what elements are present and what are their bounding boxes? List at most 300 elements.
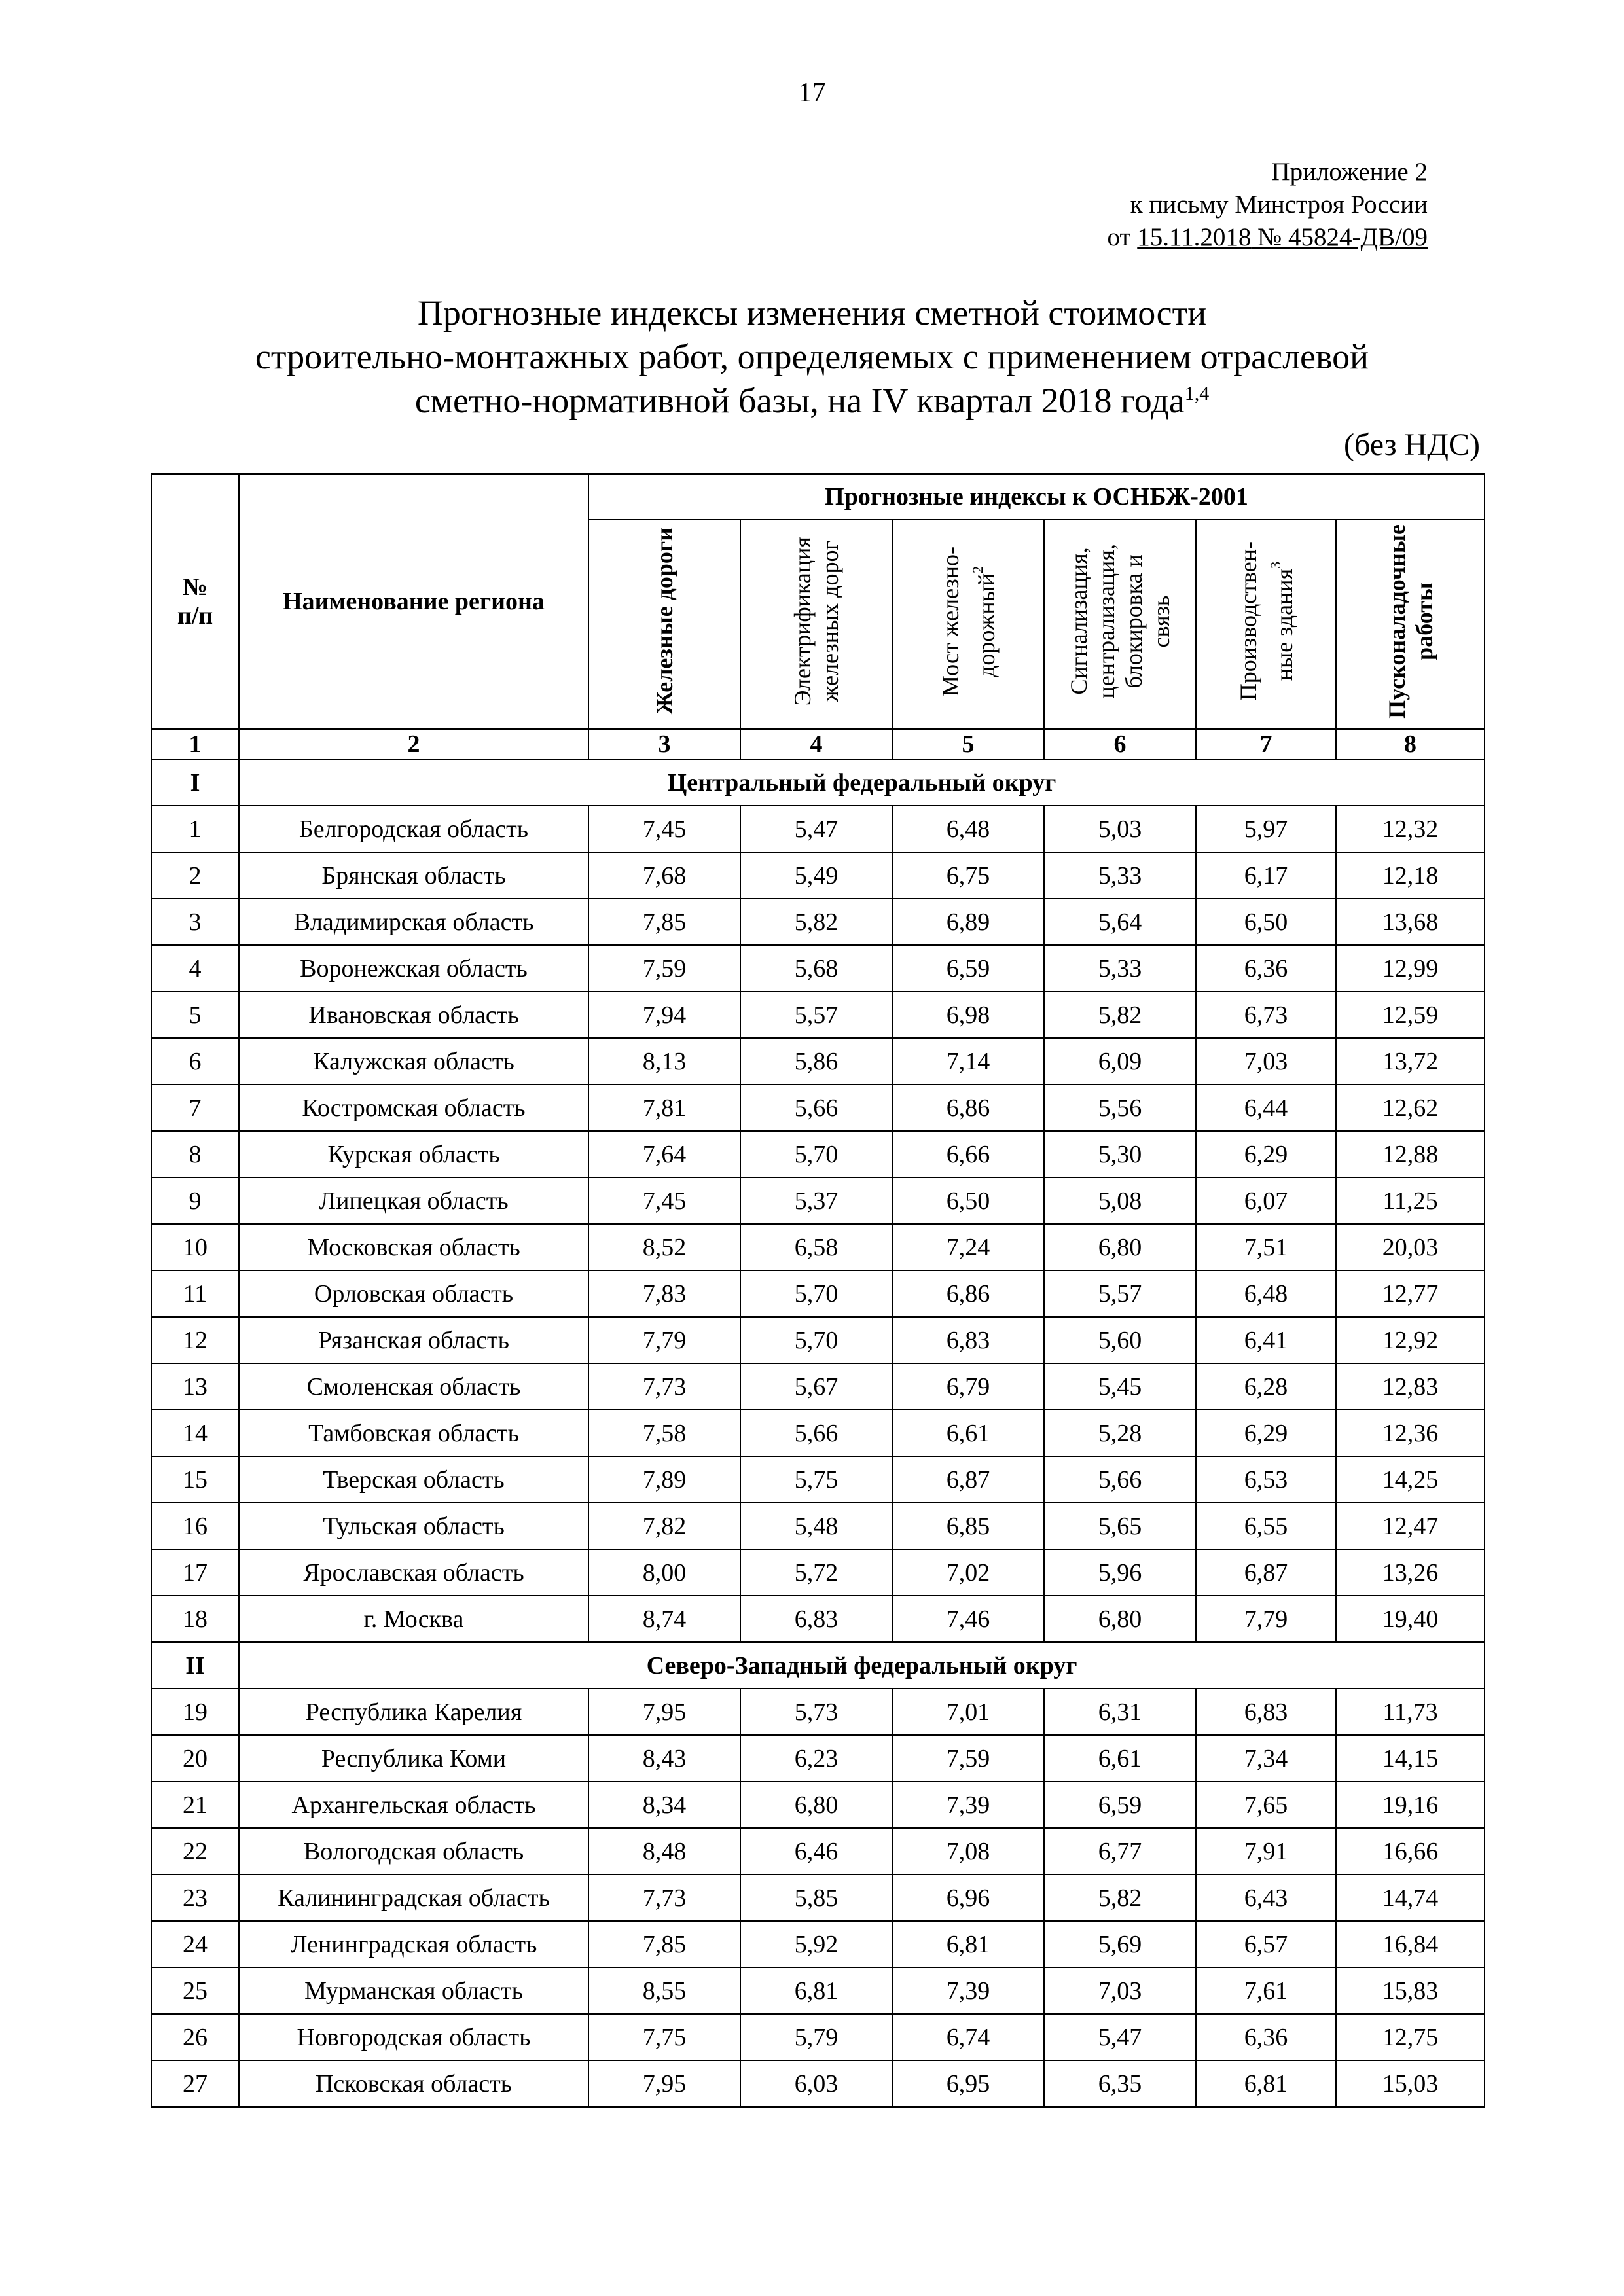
index-value: 5,49 <box>740 852 892 899</box>
index-value: 5,47 <box>740 806 892 852</box>
row-number: 27 <box>151 2060 239 2107</box>
index-value: 12,47 <box>1336 1503 1485 1549</box>
index-value: 6,86 <box>892 1270 1044 1317</box>
row-number: 1 <box>151 806 239 852</box>
index-value: 7,14 <box>892 1038 1044 1085</box>
index-value: 6,29 <box>1196 1131 1336 1177</box>
index-value: 6,87 <box>1196 1549 1336 1596</box>
header-row-numbers <box>151 729 1485 759</box>
region-name: Костромская область <box>239 1085 588 1131</box>
index-value: 6,98 <box>892 992 1044 1038</box>
table-row <box>151 1038 1485 1085</box>
index-value: 7,94 <box>588 992 740 1038</box>
index-value: 8,34 <box>588 1782 740 1828</box>
index-value: 7,39 <box>892 1967 1044 2014</box>
index-value: 5,70 <box>740 1317 892 1363</box>
table-row <box>151 1828 1485 1874</box>
index-value: 8,00 <box>588 1549 740 1596</box>
table-row <box>151 1874 1485 1921</box>
column-number: 5 <box>892 729 1044 759</box>
index-value: 12,92 <box>1336 1317 1485 1363</box>
index-value: 6,96 <box>892 1874 1044 1921</box>
index-value: 8,52 <box>588 1224 740 1270</box>
table-row <box>151 945 1485 992</box>
index-value: 16,84 <box>1336 1921 1485 1967</box>
index-value: 6,41 <box>1196 1317 1336 1363</box>
index-value: 12,36 <box>1336 1410 1485 1456</box>
column-number: 3 <box>588 729 740 759</box>
region-name: Архангельская область <box>239 1782 588 1828</box>
index-value: 6,48 <box>1196 1270 1336 1317</box>
index-value: 5,48 <box>740 1503 892 1549</box>
header-column-text: Производствен- ные здания <box>1235 541 1297 701</box>
index-value: 7,08 <box>892 1828 1044 1874</box>
district-row <box>151 1642 1485 1689</box>
index-value: 6,48 <box>892 806 1044 852</box>
table-row <box>151 1967 1485 2014</box>
index-value: 8,43 <box>588 1735 740 1782</box>
index-value: 13,68 <box>1336 899 1485 945</box>
index-value: 12,62 <box>1336 1085 1485 1131</box>
row-number: 22 <box>151 1828 239 1874</box>
row-number: 26 <box>151 2014 239 2060</box>
index-value: 7,58 <box>588 1410 740 1456</box>
row-number: 18 <box>151 1596 239 1642</box>
region-name: Тверская область <box>239 1456 588 1503</box>
row-number: 25 <box>151 1967 239 2014</box>
index-value: 7,01 <box>892 1689 1044 1735</box>
district-row <box>151 759 1485 806</box>
table-row <box>151 1131 1485 1177</box>
index-value: 7,79 <box>588 1317 740 1363</box>
region-name: Рязанская область <box>239 1317 588 1363</box>
index-value: 5,08 <box>1044 1177 1196 1224</box>
index-value: 5,33 <box>1044 945 1196 992</box>
index-value: 5,60 <box>1044 1317 1196 1363</box>
appendix-date-line <box>1108 221 1428 254</box>
indices-table <box>151 473 1485 2108</box>
index-value: 5,97 <box>1196 806 1336 852</box>
header-column-footnote: 3 <box>1267 561 1284 569</box>
index-value: 8,55 <box>588 1967 740 2014</box>
title-footnote-ref: 1,4 <box>1184 383 1210 404</box>
table-row <box>151 899 1485 945</box>
index-value: 6,81 <box>1196 2060 1336 2107</box>
page-number: 17 <box>798 78 826 108</box>
index-value: 7,65 <box>1196 1782 1336 1828</box>
table-header <box>151 474 1485 759</box>
index-value: 5,69 <box>1044 1921 1196 1967</box>
table-body <box>151 759 1485 2107</box>
row-number: 10 <box>151 1224 239 1270</box>
index-value: 5,92 <box>740 1921 892 1967</box>
header-column-footnote: 2 <box>969 565 986 573</box>
table-row <box>151 806 1485 852</box>
row-number: 23 <box>151 1874 239 1921</box>
index-value: 5,70 <box>740 1270 892 1317</box>
index-value: 6,31 <box>1044 1689 1196 1735</box>
region-name: Ярославская область <box>239 1549 588 1596</box>
row-number: 11 <box>151 1270 239 1317</box>
index-value: 6,29 <box>1196 1410 1336 1456</box>
index-value: 7,68 <box>588 852 740 899</box>
index-value: 12,75 <box>1336 2014 1485 2060</box>
index-value: 7,59 <box>892 1735 1044 1782</box>
appendix-label: Приложение 2 <box>1271 158 1428 186</box>
index-value: 7,95 <box>588 2060 740 2107</box>
region-name: г. Москва <box>239 1596 588 1642</box>
index-value: 5,37 <box>740 1177 892 1224</box>
index-value: 7,61 <box>1196 1967 1336 2014</box>
index-value: 6,80 <box>1044 1596 1196 1642</box>
table-row <box>151 2014 1485 2060</box>
region-name: Калининградская область <box>239 1874 588 1921</box>
row-number: 6 <box>151 1038 239 1085</box>
index-value: 7,83 <box>588 1270 740 1317</box>
index-value: 7,03 <box>1044 1967 1196 2014</box>
table-row <box>151 1549 1485 1596</box>
title-line-3 <box>131 379 1493 423</box>
title-line-3-text: сметно-нормативной базы, на IV квартал 2018 года <box>414 381 1185 420</box>
index-value: 6,28 <box>1196 1363 1336 1410</box>
index-value: 7,64 <box>588 1131 740 1177</box>
index-value: 8,13 <box>588 1038 740 1085</box>
region-name: Липецкая область <box>239 1177 588 1224</box>
index-value: 8,48 <box>588 1828 740 1874</box>
index-value: 12,77 <box>1336 1270 1485 1317</box>
index-value: 6,09 <box>1044 1038 1196 1085</box>
index-value: 5,33 <box>1044 852 1196 899</box>
header-column-text: Мост железно- дорожный <box>937 546 1000 696</box>
index-value: 5,65 <box>1044 1503 1196 1549</box>
index-value: 6,17 <box>1196 852 1336 899</box>
unit-note: (без НДС) <box>1343 427 1480 462</box>
index-value: 5,28 <box>1044 1410 1196 1456</box>
header-region-name: Наименование региона <box>239 474 588 729</box>
index-value: 7,75 <box>588 2014 740 2060</box>
index-value: 11,73 <box>1336 1689 1485 1735</box>
index-value: 6,61 <box>1044 1735 1196 1782</box>
header-column-5 <box>892 520 1044 729</box>
row-number: 8 <box>151 1131 239 1177</box>
table-row <box>151 1596 1485 1642</box>
index-value: 7,51 <box>1196 1224 1336 1270</box>
index-value: 6,44 <box>1196 1085 1336 1131</box>
index-value: 7,79 <box>1196 1596 1336 1642</box>
row-number: 9 <box>151 1177 239 1224</box>
index-value: 6,53 <box>1196 1456 1336 1503</box>
index-value: 6,83 <box>1196 1689 1336 1735</box>
table-row <box>151 1224 1485 1270</box>
table-row <box>151 1410 1485 1456</box>
index-value: 7,34 <box>1196 1735 1336 1782</box>
index-value: 7,24 <box>892 1224 1044 1270</box>
table-row <box>151 1363 1485 1410</box>
table-row <box>151 2060 1485 2107</box>
index-value: 6,87 <box>892 1456 1044 1503</box>
row-number: 16 <box>151 1503 239 1549</box>
region-name: Курская область <box>239 1131 588 1177</box>
column-number: 4 <box>740 729 892 759</box>
index-value: 12,32 <box>1336 806 1485 852</box>
index-value: 7,85 <box>588 1921 740 1967</box>
appendix-date-prefix: от <box>1107 223 1138 251</box>
header-column-label <box>937 547 1000 696</box>
index-value: 5,56 <box>1044 1085 1196 1131</box>
index-value: 6,36 <box>1196 945 1336 992</box>
index-value: 6,50 <box>1196 899 1336 945</box>
index-value: 5,66 <box>740 1085 892 1131</box>
row-number: 5 <box>151 992 239 1038</box>
index-value: 6,95 <box>892 2060 1044 2107</box>
table-row <box>151 1503 1485 1549</box>
region-name: Смоленская область <box>239 1363 588 1410</box>
column-number: 7 <box>1196 729 1336 759</box>
row-number: 14 <box>151 1410 239 1456</box>
index-value: 7,85 <box>588 899 740 945</box>
document-title <box>131 291 1493 423</box>
index-value: 5,79 <box>740 2014 892 2060</box>
index-value: 13,72 <box>1336 1038 1485 1085</box>
index-value: 6,81 <box>892 1921 1044 1967</box>
index-value: 6,46 <box>740 1828 892 1874</box>
index-value: 6,85 <box>892 1503 1044 1549</box>
header-column-label <box>1065 544 1175 699</box>
column-number: 8 <box>1336 729 1485 759</box>
district-name: Центральный федеральный округ <box>239 759 1485 806</box>
region-name: Белгородская область <box>239 806 588 852</box>
index-value: 5,82 <box>1044 1874 1196 1921</box>
index-value: 12,18 <box>1336 852 1485 899</box>
index-value: 14,25 <box>1336 1456 1485 1503</box>
region-name: Тамбовская область <box>239 1410 588 1456</box>
index-value: 5,96 <box>1044 1549 1196 1596</box>
district-roman: I <box>151 759 239 806</box>
appendix-date: 15.11.2018 <box>1137 223 1252 251</box>
index-value: 6,74 <box>892 2014 1044 2060</box>
index-value: 7,82 <box>588 1503 740 1549</box>
table-row <box>151 1270 1485 1317</box>
index-value: 6,50 <box>892 1177 1044 1224</box>
index-value: 6,07 <box>1196 1177 1336 1224</box>
index-value: 7,45 <box>588 806 740 852</box>
district-roman: II <box>151 1642 239 1689</box>
index-value: 6,86 <box>892 1085 1044 1131</box>
region-name: Брянская область <box>239 852 588 899</box>
table-row <box>151 1177 1485 1224</box>
table-row <box>151 1317 1485 1363</box>
appendix-letter-ref: к письму Минстроя России <box>1130 190 1428 219</box>
row-number: 15 <box>151 1456 239 1503</box>
region-name: Республика Коми <box>239 1735 588 1782</box>
row-number: 24 <box>151 1921 239 1967</box>
region-name: Республика Карелия <box>239 1689 588 1735</box>
row-number: 19 <box>151 1689 239 1735</box>
header-row-group <box>151 474 1485 520</box>
column-number: 6 <box>1044 729 1196 759</box>
region-name: Ивановская область <box>239 992 588 1038</box>
index-value: 6,43 <box>1196 1874 1336 1921</box>
index-value: 6,36 <box>1196 2014 1336 2060</box>
row-number: 3 <box>151 899 239 945</box>
title-line-1: Прогнозные индексы изменения сметной стоимости <box>417 293 1207 332</box>
index-value: 7,95 <box>588 1689 740 1735</box>
row-number: 4 <box>151 945 239 992</box>
index-value: 7,91 <box>1196 1828 1336 1874</box>
header-column-6 <box>1044 520 1196 729</box>
index-value: 14,15 <box>1336 1735 1485 1782</box>
region-name: Тульская область <box>239 1503 588 1549</box>
header-column-3 <box>588 520 740 729</box>
index-value: 6,75 <box>892 852 1044 899</box>
region-name: Новгородская область <box>239 2014 588 2060</box>
index-value: 5,85 <box>740 1874 892 1921</box>
region-name: Московская область <box>239 1224 588 1270</box>
header-column-text: Пусконаладочные работы <box>1383 524 1437 719</box>
header-column-label <box>1235 541 1298 700</box>
index-value: 14,74 <box>1336 1874 1485 1921</box>
index-value: 5,66 <box>740 1410 892 1456</box>
header-column-4 <box>740 520 892 729</box>
header-num: № п/п <box>151 474 239 729</box>
table-row <box>151 852 1485 899</box>
index-value: 6,35 <box>1044 2060 1196 2107</box>
index-value: 5,57 <box>740 992 892 1038</box>
header-column-text: Электрификация железных дорог <box>789 536 843 706</box>
header-column-label <box>789 537 844 706</box>
region-name: Орловская область <box>239 1270 588 1317</box>
row-number: 7 <box>151 1085 239 1131</box>
index-value: 6,73 <box>1196 992 1336 1038</box>
row-number: 12 <box>151 1317 239 1363</box>
row-number: 21 <box>151 1782 239 1828</box>
index-value: 6,80 <box>1044 1224 1196 1270</box>
index-value: 5,86 <box>740 1038 892 1085</box>
region-name: Воронежская область <box>239 945 588 992</box>
index-value: 7,46 <box>892 1596 1044 1642</box>
index-value: 7,02 <box>892 1549 1044 1596</box>
table-row <box>151 1085 1485 1131</box>
index-value: 7,03 <box>1196 1038 1336 1085</box>
header-column-7 <box>1196 520 1336 729</box>
index-value: 5,30 <box>1044 1131 1196 1177</box>
table-row <box>151 1782 1485 1828</box>
district-name: Северо-Западный федеральный округ <box>239 1642 1485 1689</box>
row-number: 20 <box>151 1735 239 1782</box>
region-name: Псковская область <box>239 2060 588 2107</box>
title-line-2: строительно-монтажных работ, определяемых с применением отраслевой <box>255 337 1369 376</box>
index-value: 5,70 <box>740 1131 892 1177</box>
region-name: Ленинградская область <box>239 1921 588 1967</box>
table-row <box>151 1735 1485 1782</box>
index-value: 6,03 <box>740 2060 892 2107</box>
index-value: 6,61 <box>892 1410 1044 1456</box>
column-number: 2 <box>239 729 588 759</box>
table-row <box>151 1456 1485 1503</box>
index-value: 13,26 <box>1336 1549 1485 1596</box>
index-value: 12,59 <box>1336 992 1485 1038</box>
index-value: 5,47 <box>1044 2014 1196 2060</box>
index-value: 5,82 <box>1044 992 1196 1038</box>
index-value: 5,66 <box>1044 1456 1196 1503</box>
region-name: Владимирская область <box>239 899 588 945</box>
index-value: 15,03 <box>1336 2060 1485 2107</box>
table-row <box>151 992 1485 1038</box>
index-value: 11,25 <box>1336 1177 1485 1224</box>
index-value: 5,57 <box>1044 1270 1196 1317</box>
table-row <box>151 1921 1485 1967</box>
index-value: 5,68 <box>740 945 892 992</box>
index-value: 6,83 <box>740 1596 892 1642</box>
header-index-group: Прогнозные индексы к ОСНБЖ-2001 <box>588 474 1485 520</box>
index-value: 6,77 <box>1044 1828 1196 1874</box>
row-number: 17 <box>151 1549 239 1596</box>
index-value: 7,89 <box>588 1456 740 1503</box>
index-value: 6,89 <box>892 899 1044 945</box>
index-value: 7,81 <box>588 1085 740 1131</box>
index-value: 7,59 <box>588 945 740 992</box>
index-value: 5,73 <box>740 1689 892 1735</box>
index-value: 12,99 <box>1336 945 1485 992</box>
index-value: 5,64 <box>1044 899 1196 945</box>
row-number: 13 <box>151 1363 239 1410</box>
index-value: 6,59 <box>892 945 1044 992</box>
region-name: Мурманская область <box>239 1967 588 2014</box>
index-value: 6,79 <box>892 1363 1044 1410</box>
index-value: 7,73 <box>588 1874 740 1921</box>
index-value: 6,23 <box>740 1735 892 1782</box>
index-value: 7,73 <box>588 1363 740 1410</box>
index-value: 19,16 <box>1336 1782 1485 1828</box>
index-value: 16,66 <box>1336 1828 1485 1874</box>
index-value: 6,55 <box>1196 1503 1336 1549</box>
region-name: Калужская область <box>239 1038 588 1085</box>
index-value: 6,57 <box>1196 1921 1336 1967</box>
index-value: 19,40 <box>1336 1596 1485 1642</box>
header-column-8 <box>1336 520 1485 729</box>
row-number: 2 <box>151 852 239 899</box>
index-value: 8,74 <box>588 1596 740 1642</box>
index-value: 6,66 <box>892 1131 1044 1177</box>
header-column-label <box>651 528 678 715</box>
index-value: 6,58 <box>740 1224 892 1270</box>
header-column-text: Железные дороги <box>651 528 677 715</box>
index-value: 5,67 <box>740 1363 892 1410</box>
region-name: Вологодская область <box>239 1828 588 1874</box>
index-value: 6,81 <box>740 1967 892 2014</box>
index-value: 20,03 <box>1336 1224 1485 1270</box>
index-value: 5,45 <box>1044 1363 1196 1410</box>
header-column-label <box>1383 524 1438 719</box>
index-value: 6,59 <box>1044 1782 1196 1828</box>
header-column-text: Сигнализация, централизация, блокировка и связь <box>1066 543 1174 699</box>
table-row <box>151 1689 1485 1735</box>
appendix-number: № 45824-ДВ/09 <box>1251 223 1428 251</box>
index-value: 5,82 <box>740 899 892 945</box>
index-value: 5,75 <box>740 1456 892 1503</box>
index-value: 15,83 <box>1336 1967 1485 2014</box>
index-value: 5,72 <box>740 1549 892 1596</box>
index-value: 6,80 <box>740 1782 892 1828</box>
index-value: 7,45 <box>588 1177 740 1224</box>
index-value: 5,03 <box>1044 806 1196 852</box>
appendix-block <box>1108 156 1428 254</box>
index-value: 12,88 <box>1336 1131 1485 1177</box>
index-value: 7,39 <box>892 1782 1044 1828</box>
column-number: 1 <box>151 729 239 759</box>
index-value: 12,83 <box>1336 1363 1485 1410</box>
index-value: 6,83 <box>892 1317 1044 1363</box>
